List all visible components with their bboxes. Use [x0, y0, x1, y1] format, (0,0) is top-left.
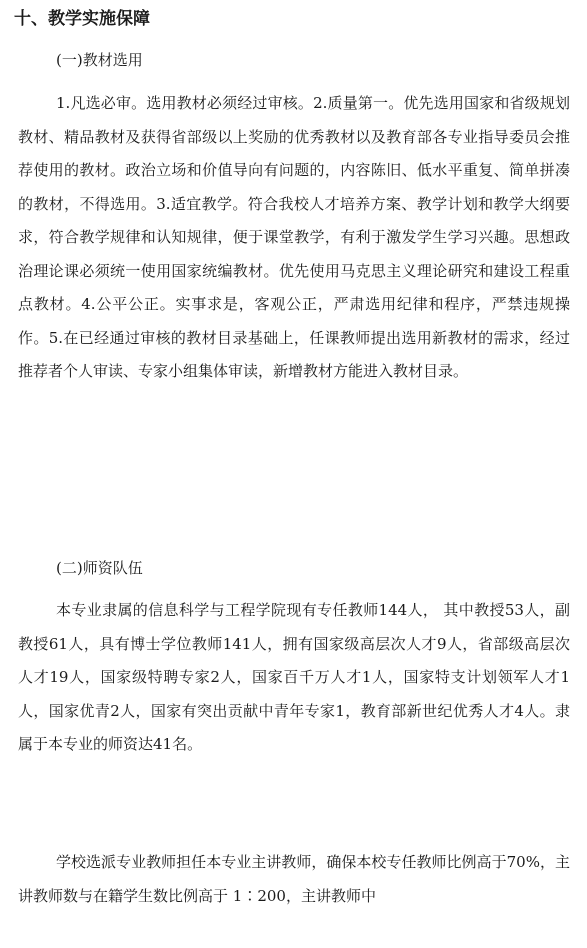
subsection-title-faculty: (二)师资队伍	[56, 559, 143, 577]
section-title: 十、教学实施保障	[14, 9, 150, 29]
paragraph-lecturer-assignment: 学校选派专业教师担任本专业主讲教师，确保本校专任教师比例高于70%，主讲教师数与在籍学生数比例高于 1∶200，主讲教师中	[18, 853, 570, 905]
subsection-title-textbooks: (一)教材选用	[56, 51, 143, 69]
paragraph-faculty-overview: 本专业隶属的信息科学与工程学院现有专任教师144人， 其中教授53人，副教授61人，具有博士学位教师141人，拥有国家级高层次人才9人，省部级高层次人才19人，国家级特聘专家2人，国家百千万人才1人，国家特支计划领军人才1人，国家优青2人，国家有突出贡献中青年专家1，教育部新世纪优秀人才4人。隶属于本专业的师资达41名。	[18, 601, 570, 753]
paragraph-textbook-selection: 1.凡选必审。选用教材必须经过审核。2.质量第一。优先选用国家和省级规划教材、精品教材及获得省部级以上奖励的优秀教材以及教育部各专业指导委员会推荐使用的教材。政治立场和价值导向有问题的，内容陈旧、低水平重复、简单拼凑的教材，不得选用。3.适宜教学。符合我校人才培养方案、教学计划和教学大纲要求，符合教学规律和认知规律，便于课堂教学，有利于激发学生学习兴趣。思想政治理论课必须统一使用国家统编教材。优先使用马克思主义理论研究和建设工程重点教材。4.公平公正。实事求是，客观公正，严肃选用纪律和程序，严禁违规操作。5.在已经通过审核的教材目录基础上，任课教师提出选用新教材的需求，经过推荐者个人审读、专家小组集体审读，新增教材方能进入教材目录。	[18, 94, 570, 380]
